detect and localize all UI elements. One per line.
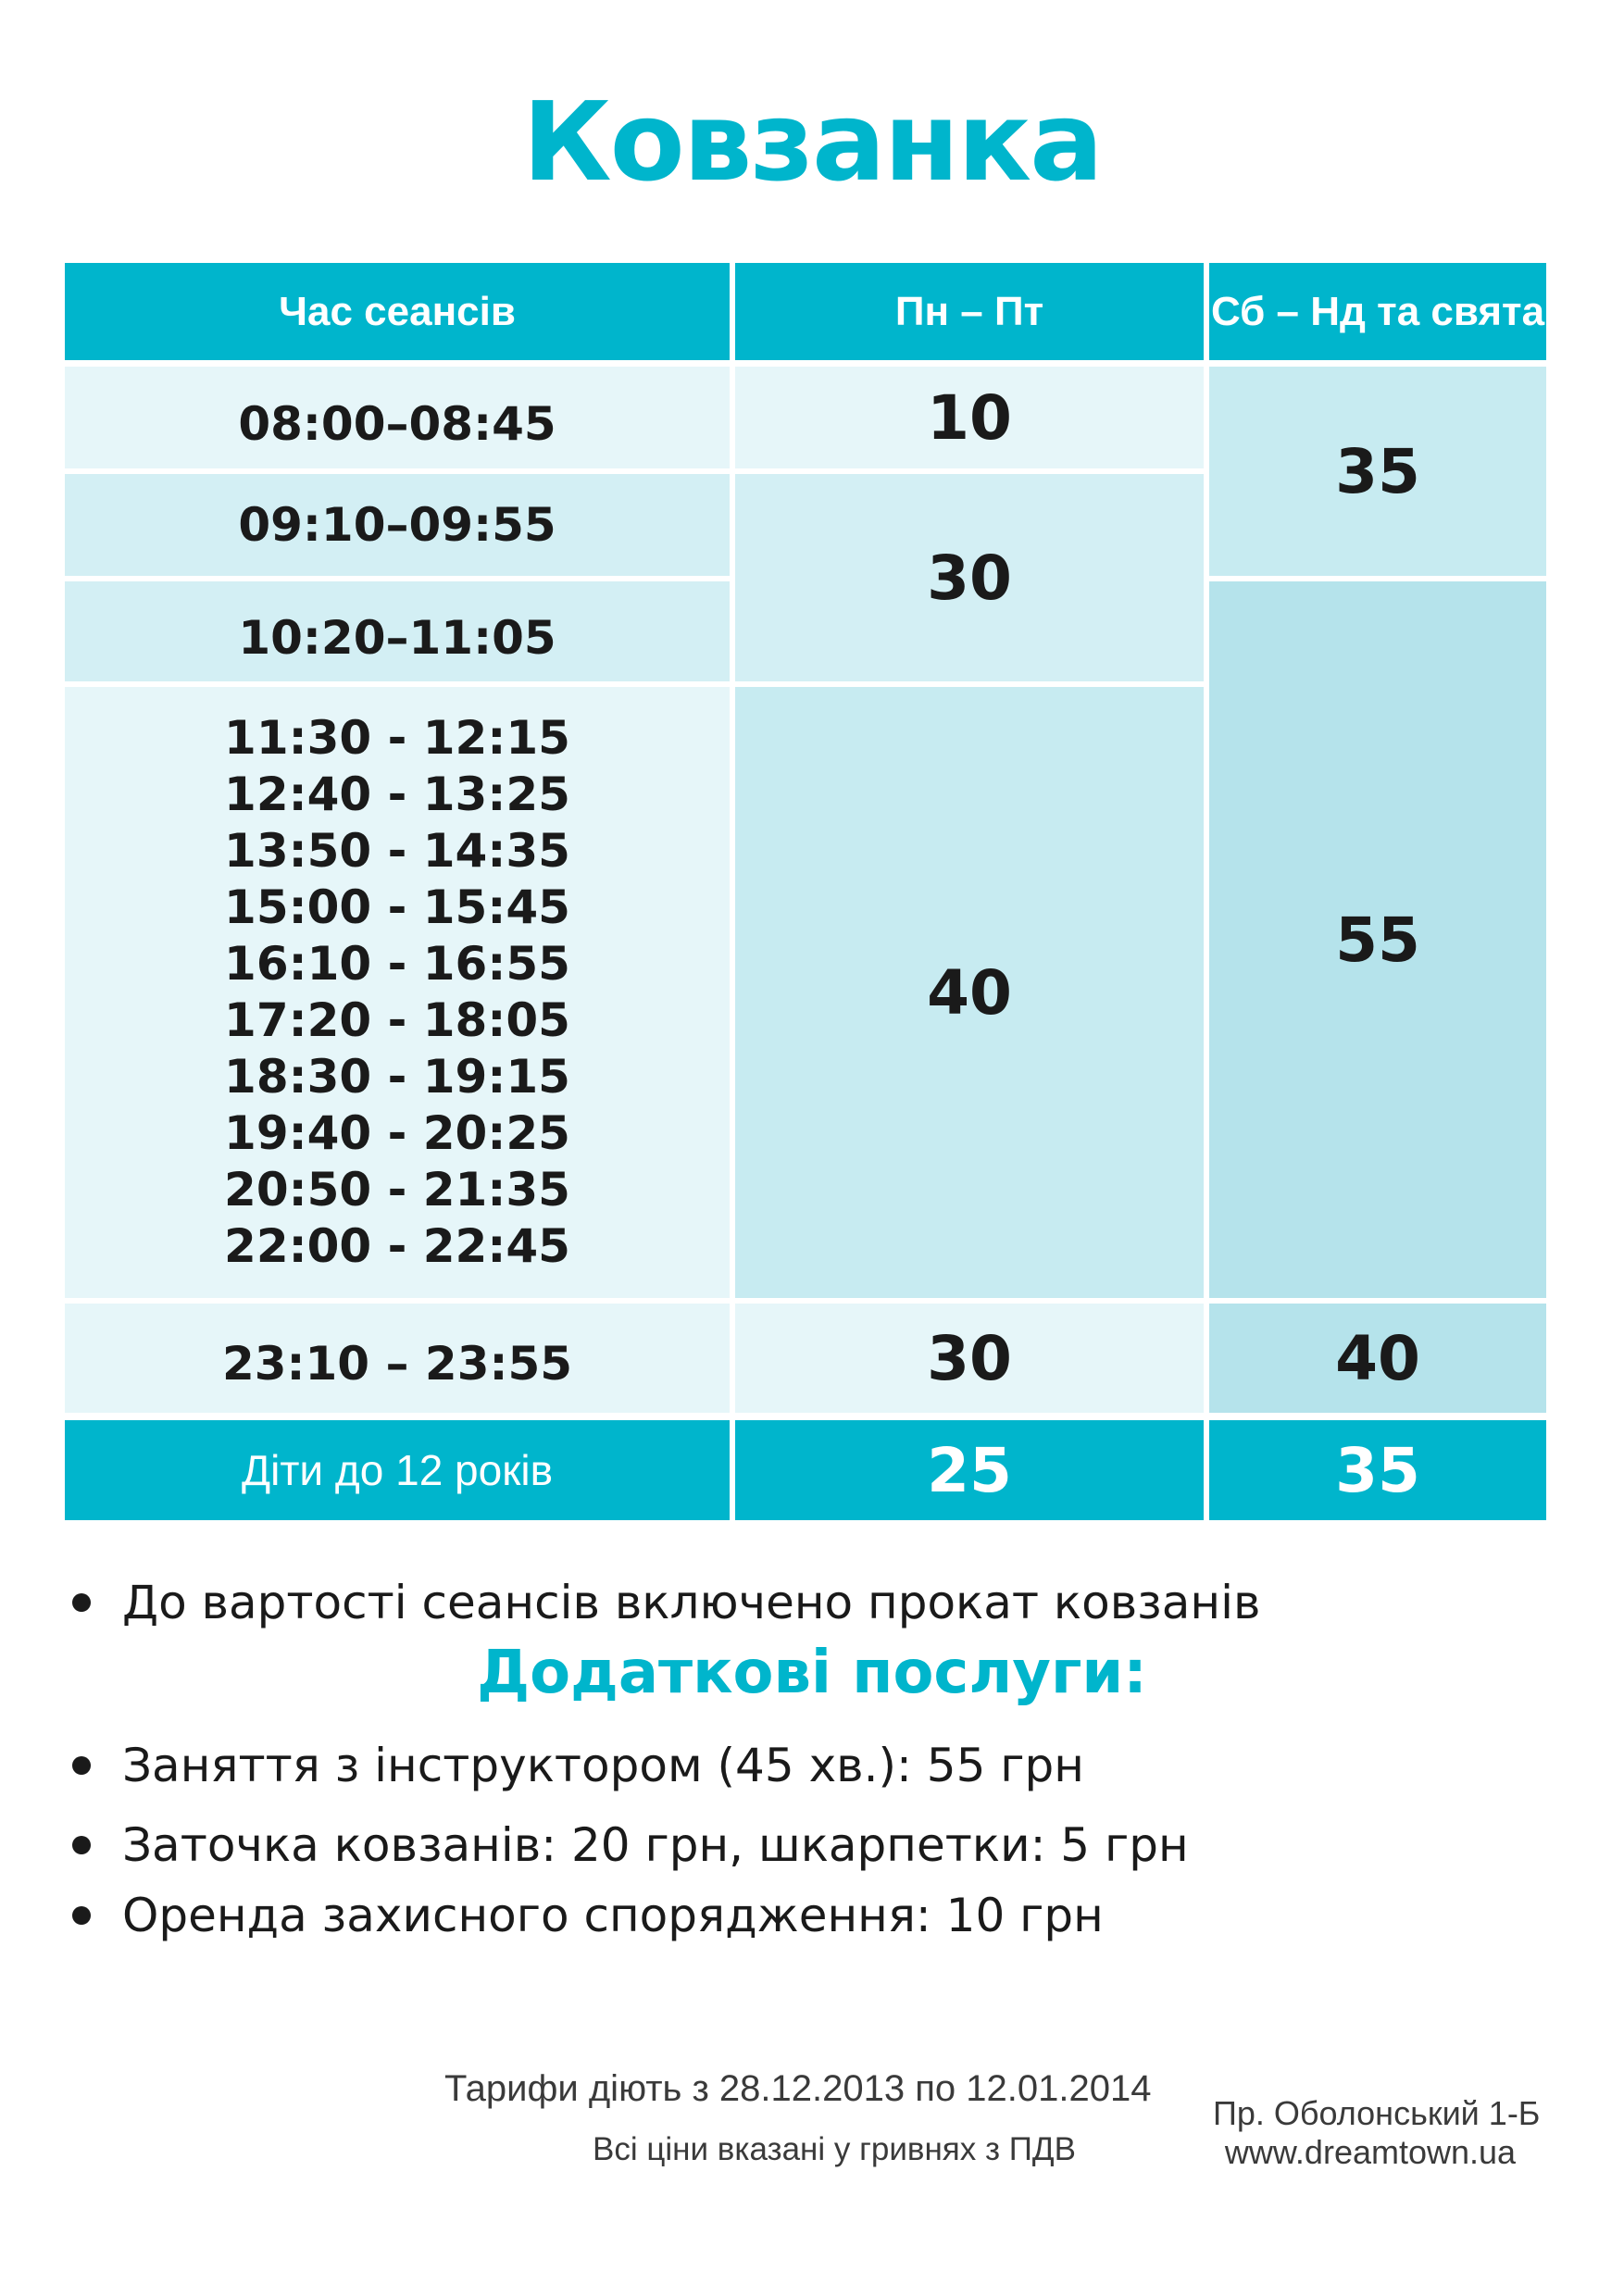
page-title: Ковзанка [522,78,1102,206]
session-time-block-item: 17:20 - 18:05 [224,993,570,1047]
tariffs-note: Тарифи діють з 28.12.2013 по 12.01.2014 [444,2068,1152,2109]
weekday-price-s2-s3: 30 [735,474,1204,681]
weekday-price-late: 30 [735,1304,1204,1413]
extras-item [72,1737,1084,1794]
extras-item [72,1816,1189,1874]
weekday-price-block: 40 [735,687,1204,1298]
session-time-block-item: 22:00 - 22:45 [224,1219,570,1273]
header-session-time: Час сеансів [65,263,730,360]
session-time-late: 23:10 – 23:55 [65,1304,730,1413]
extras-item-text: Заточка ковзанів: 20 грн, шкарпетки: 5 грн [122,1818,1189,1872]
header-weekend-holidays: Сб – Нд та свята [1209,263,1546,360]
header-weekdays: Пн – Пт [735,263,1204,360]
prices-note: Всі ціни вказані у гривнях з ПДВ [593,2131,1076,2167]
extras-item-text: Заняття з інструктором (45 хв.): 55 грн [122,1739,1084,1792]
bullet-icon [72,1906,91,1925]
bullet-icon [72,1593,91,1612]
bullet-icon [72,1756,91,1775]
note-item [72,1574,1260,1631]
session-time-block-item: 15:00 - 15:45 [224,880,570,934]
session-time-block-item: 12:40 - 13:25 [224,767,570,821]
kids-weekday-price: 25 [735,1420,1204,1520]
extras-item-text: Оренда захисного спорядження: 10 грн [122,1889,1104,1942]
kids-label: Діти до 12 років [65,1420,730,1520]
weekend-price-s1-s2: 35 [1209,367,1546,576]
extras-title: Додаткові послуги: [477,1639,1147,1707]
bullet-icon [72,1836,91,1854]
weekday-price-s1: 10 [735,367,1204,468]
extras-item [72,1887,1104,1944]
session-time-1: 08:00–08:45 [65,367,730,468]
session-time-block-item: 19:40 - 20:25 [224,1106,570,1160]
session-time-3: 10:20–11:05 [65,581,730,681]
session-time-block-item: 13:50 - 14:35 [224,824,570,878]
session-time-block-item: 20:50 - 21:35 [224,1163,570,1217]
session-time-block-item: 11:30 - 12:15 [224,711,570,765]
website-link[interactable]: www.dreamtown.ua [1224,2133,1517,2171]
address: Пр. Оболонський 1-Б [1213,2094,1541,2132]
note-text: До вартості сеансів включено прокат ковзанів [122,1576,1261,1629]
session-time-block-item: 16:10 - 16:55 [224,937,570,991]
weekend-price-s3-block: 55 [1209,581,1546,1298]
weekend-price-late: 40 [1209,1304,1546,1413]
session-time-block [65,687,730,1298]
kids-weekend-price: 35 [1209,1420,1546,1520]
session-time-2: 09:10–09:55 [65,474,730,576]
session-time-block-item: 18:30 - 19:15 [224,1050,570,1104]
